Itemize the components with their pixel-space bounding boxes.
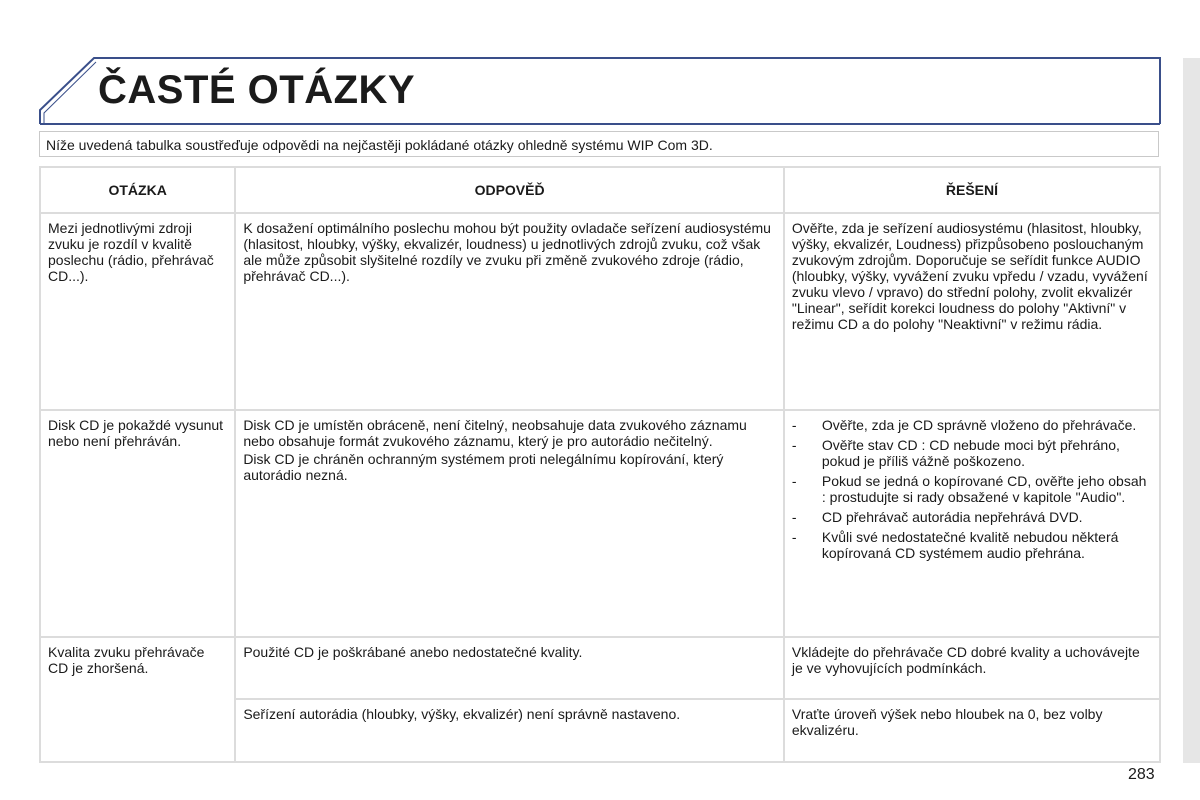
list-item bbox=[792, 437, 1152, 469]
solution-cell: Ověřte, zda je seřízení audiosystému (hlasitost, hloubky, výšky, ekvalizér, Loudness) přizpůsobeno poslouchaným zvukovým zdrojům. Doporučuje se seřídit funkce AUDIO (hloubky, výšky, vyvážení zvuku vpředu / vzadu, vyvážení zvuku vlevo / vpravo) do střední polohy, zvolit ekvalizér "Linear", seřídit korekci loudness do polohy "Aktivní" v režimu CD a do polohy "Neaktivní" v režimu rádia. bbox=[784, 213, 1160, 410]
dash-bullet: - bbox=[791, 473, 797, 489]
dash-bullet: - bbox=[791, 437, 797, 453]
solution-cell bbox=[784, 410, 1160, 637]
header-solution: ŘEŠENÍ bbox=[784, 167, 1160, 213]
list-item-text: Pokud se jedná o kopírované CD, ověřte jeho obsah : prostudujte si rady obsažené v kapitole "Audio". bbox=[821, 473, 1147, 505]
list-item-text: Kvůli své nedostatečné kvalitě nebudou některá kopírovaná CD systémem audio přehrána. bbox=[821, 529, 1119, 561]
dash-bullet: - bbox=[791, 529, 797, 545]
question-cell: Kvalita zvuku přehrávače CD je zhoršená. bbox=[40, 637, 235, 762]
list-item bbox=[792, 417, 1152, 433]
answer-paragraph: Disk CD je chráněn ochranným systémem proti nelegálnímu kopírování, který autorádio nezná. bbox=[243, 451, 724, 483]
list-item bbox=[792, 529, 1152, 561]
table-row bbox=[40, 213, 1160, 410]
solution-cell: Vkládejte do přehrávače CD dobré kvality a uchovávejte je ve vyhovujících podmínkách. bbox=[784, 637, 1160, 699]
header-answer: ODPOVĚĎ bbox=[235, 167, 784, 213]
list-item bbox=[792, 509, 1152, 525]
answer-cell: K dosažení optimálního poslechu mohou být použity ovladače seřízení audiosystému (hlasitost, hloubky, výšky, ekvalizér, loudness) u jednotlivých zdrojů zvuku, což však ale může způsobit slyšitelné rozdíly ve zvuku při změně zvukového zdroje (rádio, přehrávač CD...). bbox=[235, 213, 784, 410]
answer-cell: Použité CD je poškrábané anebo nedostatečné kvality. bbox=[235, 637, 784, 699]
answer-cell: Seřízení autorádia (hloubky, výšky, ekvalizér) není správně nastaveno. bbox=[235, 699, 784, 762]
table-row bbox=[40, 410, 1160, 637]
dash-bullet: - bbox=[791, 417, 797, 433]
solution-list bbox=[792, 417, 1152, 561]
page-number: 283 bbox=[1128, 766, 1155, 783]
solution-cell: Vraťte úroveň výšek nebo hloubek na 0, bez volby ekvalizéru. bbox=[784, 699, 1160, 762]
answer-paragraph: Disk CD je umístěn obráceně, není čitelný, neobsahuje data zvukového záznamu nebo obsahuje formát zvukového záznamu, který je pro autorádio nečitelný. bbox=[243, 417, 747, 449]
intro-text: Níže uvedená tabulka soustřeďuje odpovědi na nejčastěji pokládané otázky ohledně systému WIP Com 3D. bbox=[39, 131, 1159, 157]
list-item-text: Ověřte, zda je CD správně vloženo do přehrávače. bbox=[821, 417, 1137, 433]
faq-table bbox=[39, 166, 1161, 763]
list-item bbox=[792, 473, 1152, 505]
answer-cell bbox=[235, 410, 784, 637]
list-item-text: CD přehrávač autorádia nepřehrává DVD. bbox=[821, 509, 1083, 525]
side-tab-strip bbox=[1183, 58, 1200, 763]
table-header-row bbox=[40, 167, 1160, 213]
dash-bullet: - bbox=[791, 509, 797, 525]
list-item-text: Ověřte stav CD : CD nebude moci být přehráno, pokud je příliš vážně poškozeno. bbox=[821, 437, 1120, 469]
question-cell: Disk CD je pokaždé vysunut nebo není přehráván. bbox=[40, 410, 235, 637]
question-cell: Mezi jednotlivými zdroji zvuku je rozdíl v kvalitě poslechu (rádio, přehrávač CD...). bbox=[40, 213, 235, 410]
table-row bbox=[40, 637, 1160, 699]
page-title: ČASTÉ OTÁZKY bbox=[98, 68, 416, 112]
header-question: OTÁZKA bbox=[40, 167, 235, 213]
